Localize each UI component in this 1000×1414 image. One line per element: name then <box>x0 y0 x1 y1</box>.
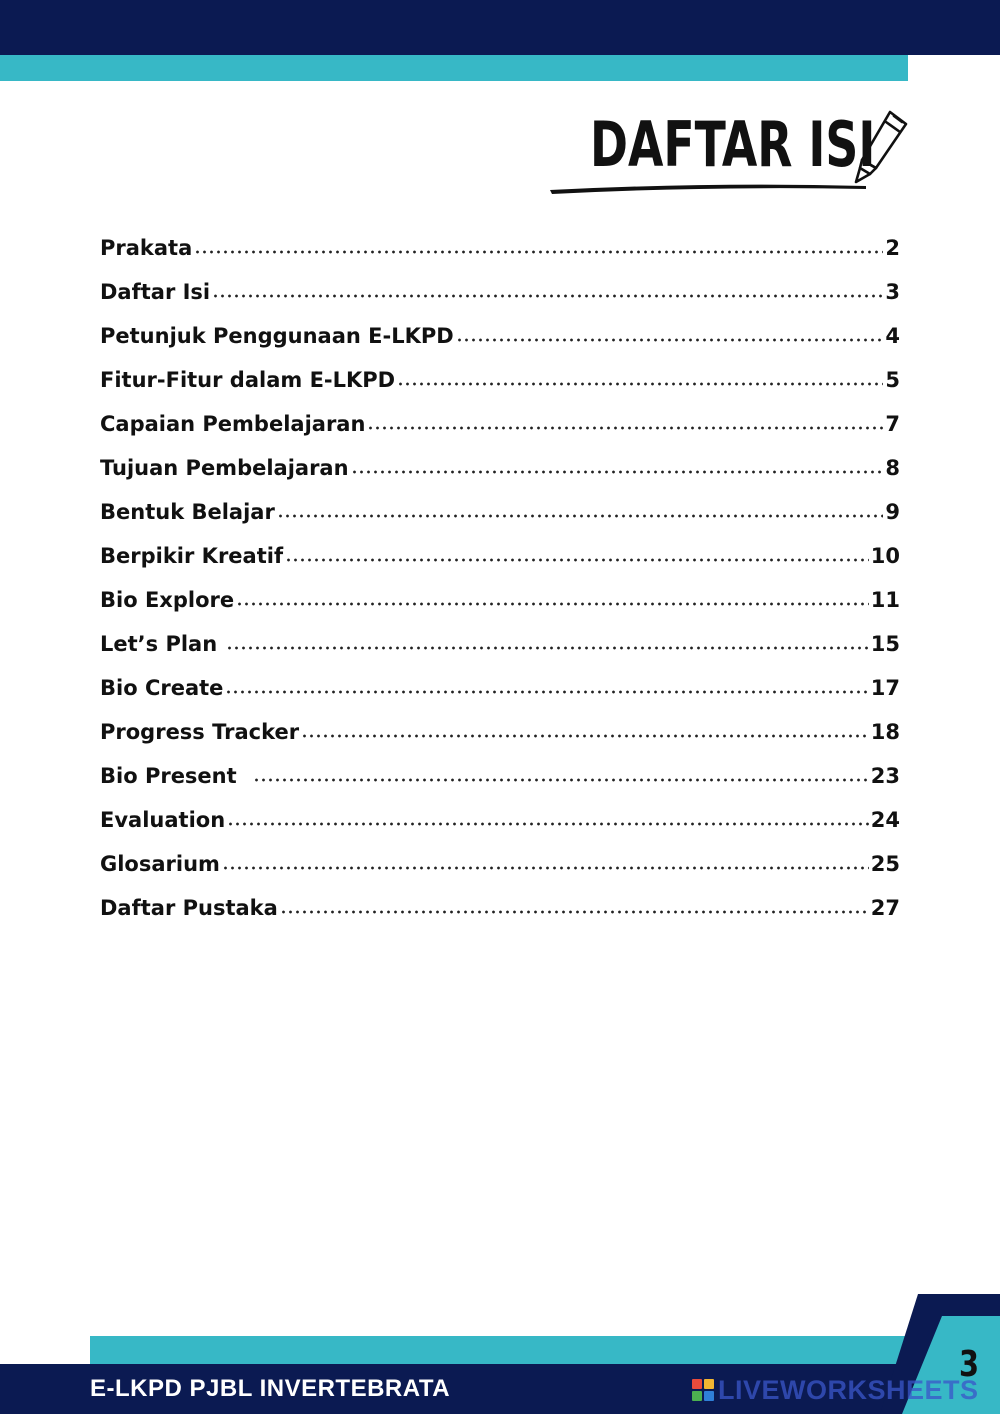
toc-label: Prakata <box>100 236 193 260</box>
toc-row[interactable] <box>100 754 900 798</box>
logo-square-v <box>692 1391 702 1401</box>
toc-label: Let’s Plan <box>100 632 225 656</box>
page-title: DAFTAR ISI <box>590 108 876 181</box>
top-navy-bar <box>0 0 1000 55</box>
highlighter-pen-icon <box>850 106 912 190</box>
toc-page-number: 5 <box>885 368 900 392</box>
toc-label: Bio Present <box>100 764 252 788</box>
toc-page-number: 4 <box>885 324 900 348</box>
toc-row[interactable] <box>100 578 900 622</box>
toc-dot-leader <box>456 338 884 342</box>
toc-page-number: 23 <box>870 764 900 788</box>
toc-label: Capaian Pembelajaran <box>100 412 366 436</box>
logo-square-i <box>704 1379 714 1389</box>
watermark-text: LIVEWORKSHEETS <box>718 1375 979 1405</box>
toc-label: Bio Explore <box>100 588 235 612</box>
toc-label: Tujuan Pembelajaran <box>100 456 349 480</box>
toc-dot-leader <box>236 602 869 606</box>
toc-label: Glosarium <box>100 852 220 876</box>
toc-page-number: 2 <box>885 236 900 260</box>
toc-dot-leader <box>227 822 869 826</box>
toc-page-number: 17 <box>870 676 900 700</box>
toc-row[interactable] <box>100 710 900 754</box>
toc-label: Bentuk Belajar <box>100 500 275 524</box>
liveworksheets-logo-icon <box>692 1379 714 1401</box>
toc-page-number: 9 <box>885 500 900 524</box>
toc-row[interactable] <box>100 886 900 930</box>
toc-dot-leader <box>277 514 884 518</box>
toc-dot-leader <box>225 690 868 694</box>
toc-page-number: 8 <box>885 456 900 480</box>
toc-label: Progress Tracker <box>100 720 300 744</box>
page-number: 3 <box>958 1344 980 1385</box>
title-block <box>540 100 920 210</box>
toc-row[interactable] <box>100 226 900 270</box>
toc-label: Daftar Isi <box>100 280 211 304</box>
footer-title: E-LKPD PJBL INVERTEBRATA <box>90 1375 451 1402</box>
toc-page-number: 7 <box>885 412 900 436</box>
toc-page-number: 27 <box>870 896 900 920</box>
toc-dot-leader <box>253 778 868 782</box>
toc-dot-leader <box>226 646 868 650</box>
toc-page-number: 24 <box>870 808 900 832</box>
toc-row[interactable] <box>100 622 900 666</box>
liveworksheets-watermark[interactable] <box>692 1375 992 1405</box>
toc-label: Evaluation <box>100 808 226 832</box>
toc-row[interactable] <box>100 314 900 358</box>
toc-dot-leader <box>285 558 869 562</box>
toc-row[interactable] <box>100 842 900 886</box>
toc-page-number: 25 <box>870 852 900 876</box>
toc-dot-leader <box>351 470 884 474</box>
toc-dot-leader <box>397 382 883 386</box>
toc-label: Petunjuk Penggunaan E-LKPD <box>100 324 454 348</box>
toc-page-number: 3 <box>885 280 900 304</box>
toc-dot-leader <box>367 426 883 430</box>
toc-row[interactable] <box>100 270 900 314</box>
logo-square-e <box>704 1391 714 1401</box>
toc-dot-leader <box>301 734 869 738</box>
table-of-contents <box>100 226 900 930</box>
toc-page-number: 15 <box>870 632 900 656</box>
top-teal-stripe <box>0 55 908 81</box>
toc-row[interactable] <box>100 534 900 578</box>
toc-label: Fitur-Fitur dalam E-LKPD <box>100 368 396 392</box>
title-underline <box>548 178 868 198</box>
toc-page-number: 18 <box>870 720 900 744</box>
toc-row[interactable] <box>100 666 900 710</box>
toc-page-number: 10 <box>870 544 900 568</box>
toc-dot-leader <box>212 294 883 298</box>
bottom-teal-stripe <box>90 1336 920 1364</box>
toc-label: Bio Create <box>100 676 224 700</box>
toc-dot-leader <box>222 866 869 870</box>
toc-row[interactable] <box>100 402 900 446</box>
toc-row[interactable] <box>100 490 900 534</box>
toc-dot-leader <box>194 250 883 254</box>
toc-label: Daftar Pustaka <box>100 896 278 920</box>
toc-label: Berpikir Kreatif <box>100 544 284 568</box>
toc-page-number: 11 <box>870 588 900 612</box>
toc-row[interactable] <box>100 446 900 490</box>
logo-square-l <box>692 1379 702 1389</box>
toc-row[interactable] <box>100 798 900 842</box>
toc-dot-leader <box>280 910 869 914</box>
toc-row[interactable] <box>100 358 900 402</box>
